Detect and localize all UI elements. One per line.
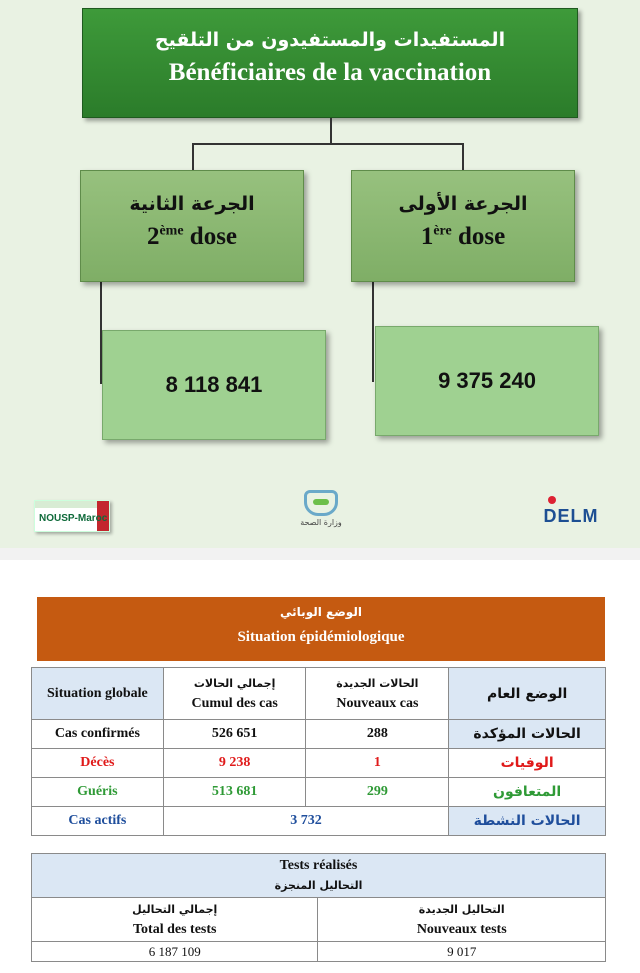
situation-title-ar: الوضع الوبائي xyxy=(280,605,362,619)
row-label-ar: المتعافون xyxy=(449,778,606,807)
logo-row xyxy=(0,490,640,548)
nousp-logo: NOUSP-Maroc xyxy=(34,500,110,532)
connector-line xyxy=(192,143,194,171)
vaccination-title-fr: Bénéficiaires de la vaccination xyxy=(168,59,492,86)
row-label-ar: الحالات المؤكدة xyxy=(449,720,606,749)
row-label-ar: الوفيات xyxy=(449,749,606,778)
dose2-label-fr: 2ème dose xyxy=(146,223,238,250)
ministry-logo: وزارة الصحة xyxy=(292,490,350,538)
row-label-fr: Décès xyxy=(32,749,164,778)
vaccination-title-ar: المستفيدات والمستفيدون من التلقيح xyxy=(154,29,506,51)
connector-line xyxy=(330,118,332,144)
dose1-label-ar: الجرعة الأولى xyxy=(398,193,528,215)
row-label-fr: Guéris xyxy=(32,778,164,807)
row-new: 1 xyxy=(306,749,449,778)
header-global-fr: Situation globale xyxy=(32,668,164,720)
connector-line xyxy=(192,143,464,145)
table-row xyxy=(32,778,606,807)
situation-title-fr: Situation épidémiologique xyxy=(237,629,405,645)
dose1-value: 9 375 240 xyxy=(375,326,599,436)
tests-title: Tests réalisés التحاليل المنجزة xyxy=(32,854,606,898)
header-new: الحالات الجديدة Nouveaux cas xyxy=(306,668,449,720)
row-cumul: 526 651 xyxy=(163,720,306,749)
header-global-ar: الوضع العام xyxy=(449,668,606,720)
dose1-label-fr: 1ère dose xyxy=(420,223,506,250)
tests-total-value: 6 187 109 xyxy=(32,942,318,962)
connector-line xyxy=(462,143,464,171)
dose2-label-ar: الجرعة الثانية xyxy=(129,193,255,215)
active-label-ar: الحالات النشطة xyxy=(449,807,606,836)
row-new: 288 xyxy=(306,720,449,749)
row-cumul: 513 681 xyxy=(163,778,306,807)
table-row xyxy=(32,807,606,836)
row-label-fr: Cas confirmés xyxy=(32,720,164,749)
row-new: 299 xyxy=(306,778,449,807)
tests-new-header: التحاليل الجديدة Nouveaux tests xyxy=(318,898,606,942)
active-value: 3 732 xyxy=(163,807,448,836)
delm-logo: DELM xyxy=(538,496,604,540)
active-label-fr: Cas actifs xyxy=(32,807,164,836)
vaccination-title-box xyxy=(82,8,578,118)
tests-new-value: 9 017 xyxy=(318,942,606,962)
situation-title-box xyxy=(37,597,605,661)
tests-table xyxy=(31,853,606,962)
row-cumul: 9 238 xyxy=(163,749,306,778)
header-cumul: إجمالي الحالات Cumul des cas xyxy=(163,668,306,720)
tests-total-header: إجمالي التحاليل Total des tests xyxy=(32,898,318,942)
dose2-value: 8 118 841 xyxy=(102,330,326,440)
situation-table xyxy=(31,667,606,836)
table-row xyxy=(32,720,606,749)
dose1-box xyxy=(351,170,575,282)
dose2-box xyxy=(80,170,304,282)
connector-line xyxy=(372,282,374,382)
section-divider xyxy=(0,548,640,560)
table-row xyxy=(32,749,606,778)
